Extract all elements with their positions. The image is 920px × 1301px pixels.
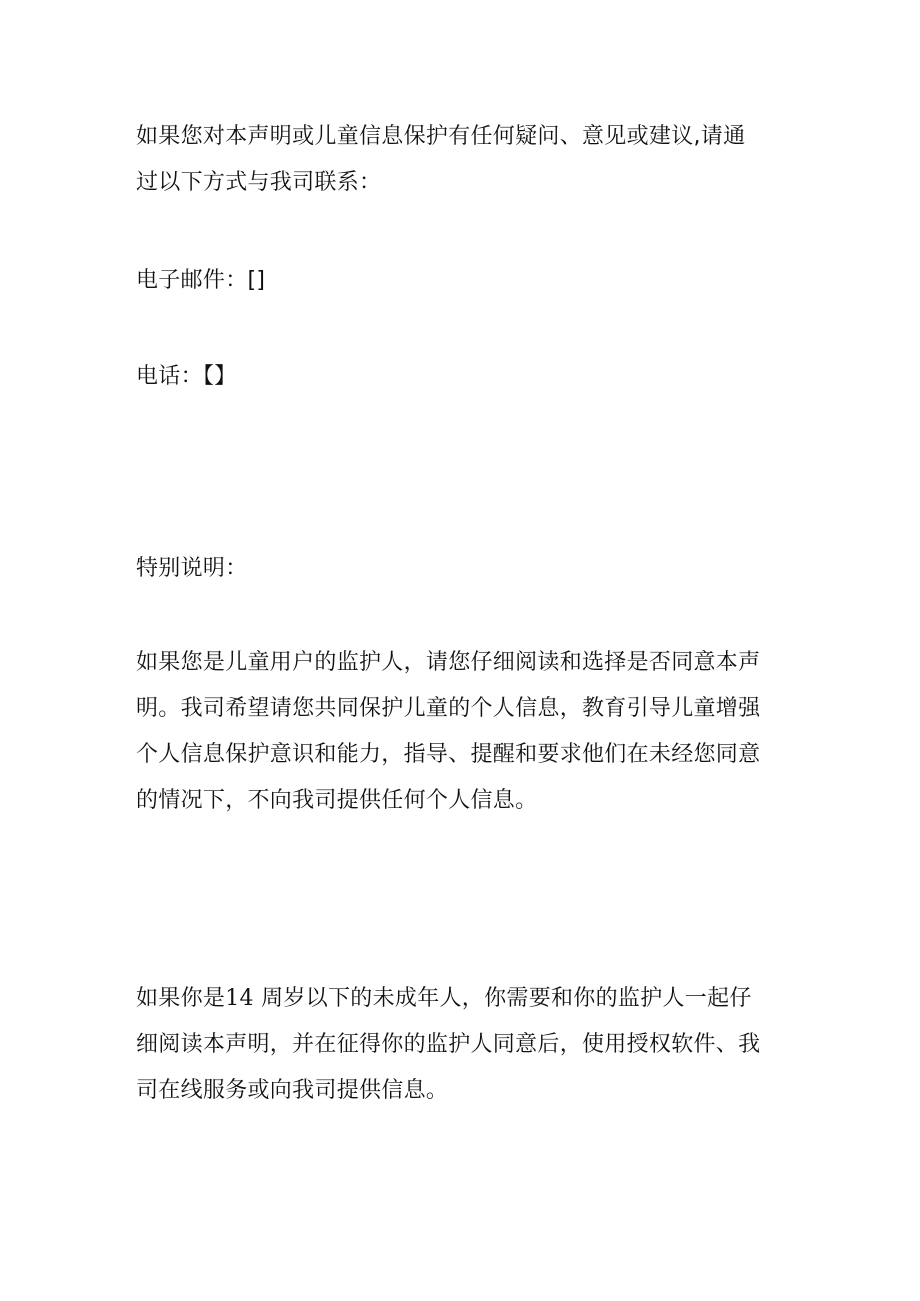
minor-line-1-prefix: 如果你是 (136, 986, 226, 1011)
phone-text: 电话：【】 (136, 364, 237, 389)
contact-intro-line-1: 如果您对本声明或儿童信息保护有任何疑问、意见或建议,请通 (136, 124, 746, 149)
minor-paragraph (136, 976, 796, 1114)
guardian-paragraph (136, 640, 796, 824)
guardian-line-3: 个人信息保护意识和能力，指导、提醒和要求他们在未经您同意 (136, 742, 761, 767)
phone-line (136, 354, 796, 400)
contact-intro-paragraph (136, 114, 796, 206)
minor-line-3: 司在线服务或向我司提供信息。 (136, 1078, 449, 1103)
guardian-line-4: 的情况下，不向我司提供任何个人信息。 (136, 788, 538, 813)
guardian-line-2: 明。我司希望请您共同保护儿童的个人信息，教育引导儿童增强 (136, 696, 761, 721)
contact-intro-line-2: 过以下方式与我司联系： (136, 170, 382, 195)
age-number: 14 (225, 986, 254, 1011)
guardian-line-1: 如果您是儿童用户的监护人，请您仔细阅读和选择是否同意本声 (136, 650, 761, 675)
special-note-heading-text: 特别说明： (136, 556, 248, 581)
special-note-heading (136, 546, 796, 592)
minor-line-2: 细阅读本声明，并在征得你的监护人同意后，使用授权软件、我 (136, 1032, 761, 1057)
email-line (136, 258, 796, 304)
email-text: 电子邮件：[] (136, 268, 266, 293)
minor-line-1-suffix: 周岁以下的未成年人，你需要和你的监护人一起仔 (253, 986, 752, 1011)
minor-line-1 (136, 976, 796, 1022)
